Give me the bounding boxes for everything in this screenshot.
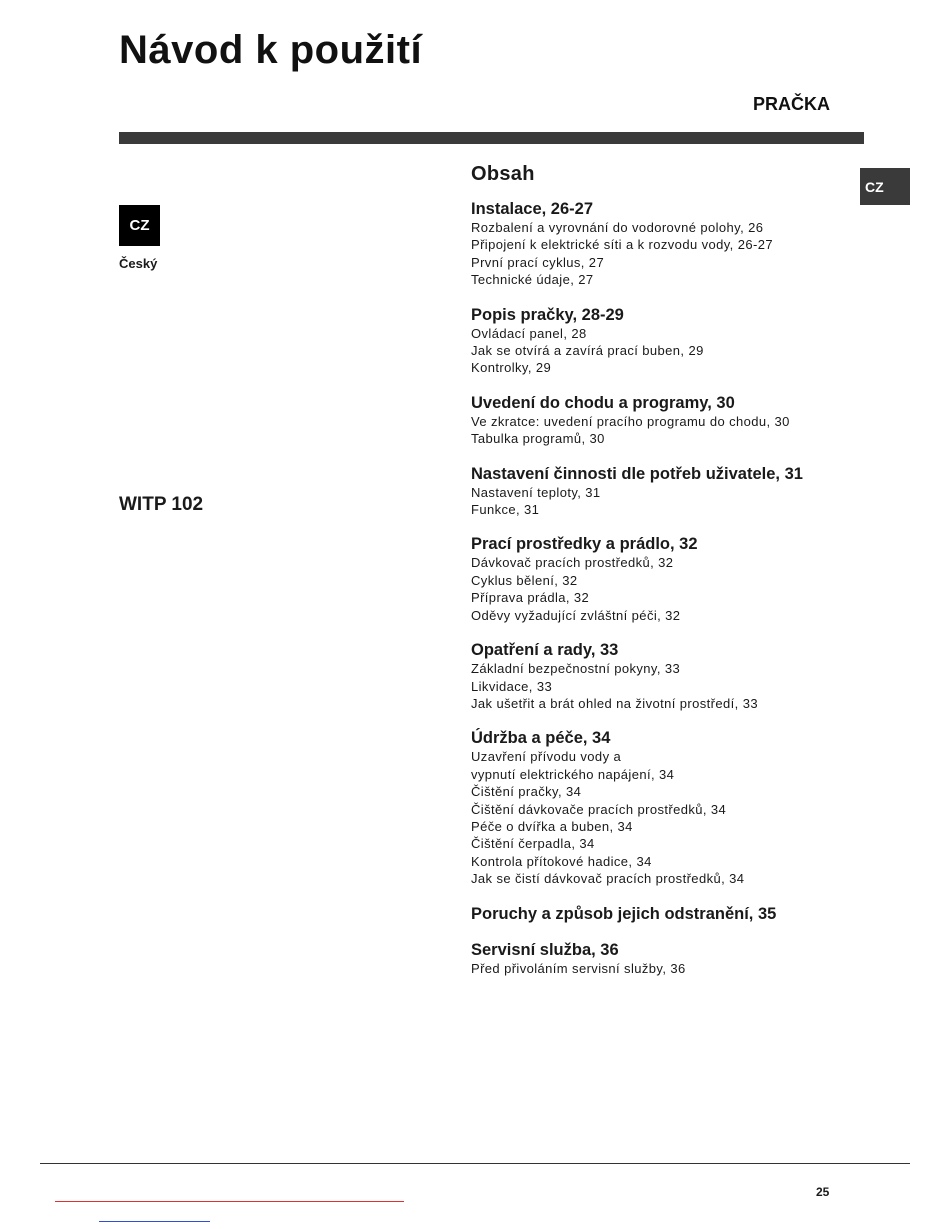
toc-section	[471, 534, 861, 624]
footer-divider	[40, 1163, 910, 1164]
toc-section-title: Popis pračky, 28-29	[471, 305, 624, 324]
toc-section	[471, 305, 861, 377]
toc-item-list	[471, 219, 861, 289]
toc-item: Technické údaje, 27	[471, 272, 594, 288]
toc-item-list	[471, 748, 861, 887]
toc-item-list	[471, 413, 861, 448]
toc-item: Ovládací panel, 28	[471, 325, 587, 341]
header-divider	[119, 132, 864, 144]
toc-section	[471, 940, 861, 977]
toc-item: Připojení k elektrické síti a k rozvodu vody, 26-27	[471, 237, 773, 253]
toc-item: Funkce, 31	[471, 502, 540, 518]
toc-item: Cyklus bělení, 32	[471, 572, 578, 588]
language-name: Český	[119, 256, 158, 271]
toc-section-title: Prací prostředky a prádlo, 32	[471, 535, 698, 554]
toc-section-title: Údržba a péče, 34	[471, 729, 611, 748]
language-badge: CZ	[119, 205, 160, 246]
toc-item: Příprava prádla, 32	[471, 590, 590, 606]
page-title: Návod k použití	[119, 28, 423, 72]
blue-underline	[99, 1221, 210, 1222]
toc-section-title: Opatření a rady, 33	[471, 641, 619, 660]
toc-item: Čištění dávkovače pracích prostředků, 34	[471, 801, 727, 817]
toc-item: Uzavření přívodu vody a	[471, 749, 622, 765]
model-name: WITP 102	[119, 494, 204, 515]
toc-item: Nastavení teploty, 31	[471, 484, 601, 500]
document-subtitle: PRAČKA	[752, 94, 830, 114]
toc-item: Ve zkratce: uvedení pracího programu do chodu, 30	[471, 413, 790, 429]
toc-item: Čištění čerpadla, 34	[471, 836, 595, 852]
toc-item-list	[471, 554, 861, 624]
toc-section	[471, 464, 861, 519]
red-underline	[55, 1201, 404, 1202]
toc-item: Rozbalení a vyrovnání do vodorovné polohy, 26	[471, 220, 764, 235]
toc-item: Péče o dvířka a buben, 34	[471, 818, 633, 834]
language-side-tab: CZ	[860, 168, 910, 205]
toc-item: vypnutí elektrického napájení, 34	[471, 766, 675, 782]
toc-item-list	[471, 484, 861, 519]
toc-section-title: Instalace, 26-27	[471, 200, 593, 218]
toc-item: Jak se čistí dávkovač pracích prostředků, 34	[471, 871, 745, 887]
toc-item: Jak se otvírá a zavírá prací buben, 29	[471, 343, 704, 359]
toc-heading: Obsah	[471, 163, 535, 185]
toc-section	[471, 199, 861, 289]
toc-section	[471, 728, 861, 887]
toc-item: Dávkovač pracích prostředků, 32	[471, 555, 674, 571]
page-number: 25	[816, 1185, 830, 1199]
toc-section-title: Uvedení do chodu a programy, 30	[471, 393, 735, 412]
toc-section	[471, 640, 861, 712]
toc-item: Oděvy vyžadující zvláštní péči, 32	[471, 607, 681, 623]
toc-item-list	[471, 660, 861, 712]
toc-item: První prací cyklus, 27	[471, 254, 605, 270]
toc-section	[471, 393, 861, 448]
toc-item: Kontrolky, 29	[471, 360, 552, 376]
toc-section	[471, 904, 861, 924]
toc-sections	[471, 199, 861, 977]
toc-item-list	[471, 960, 861, 977]
toc-item: Základní bezpečnostní pokyny, 33	[471, 661, 681, 677]
toc-item: Čištění pračky, 34	[471, 784, 582, 800]
toc-section-title: Servisní služba, 36	[471, 940, 619, 959]
toc-item: Tabulka programů, 30	[471, 431, 605, 447]
toc-item: Jak ušetřit a brát ohled na životní prostředí, 33	[471, 695, 758, 711]
toc-item: Před přivoláním servisní služby, 36	[471, 960, 686, 976]
toc-section-title: Nastavení činnosti dle potřeb uživatele, 31	[471, 464, 803, 483]
toc-section-title: Poruchy a způsob jejich odstranění, 35	[471, 904, 777, 923]
toc-item: Likvidace, 33	[471, 678, 553, 694]
table-of-contents	[471, 163, 861, 993]
toc-item-list	[471, 325, 861, 377]
toc-item: Kontrola přítokové hadice, 34	[471, 853, 652, 869]
